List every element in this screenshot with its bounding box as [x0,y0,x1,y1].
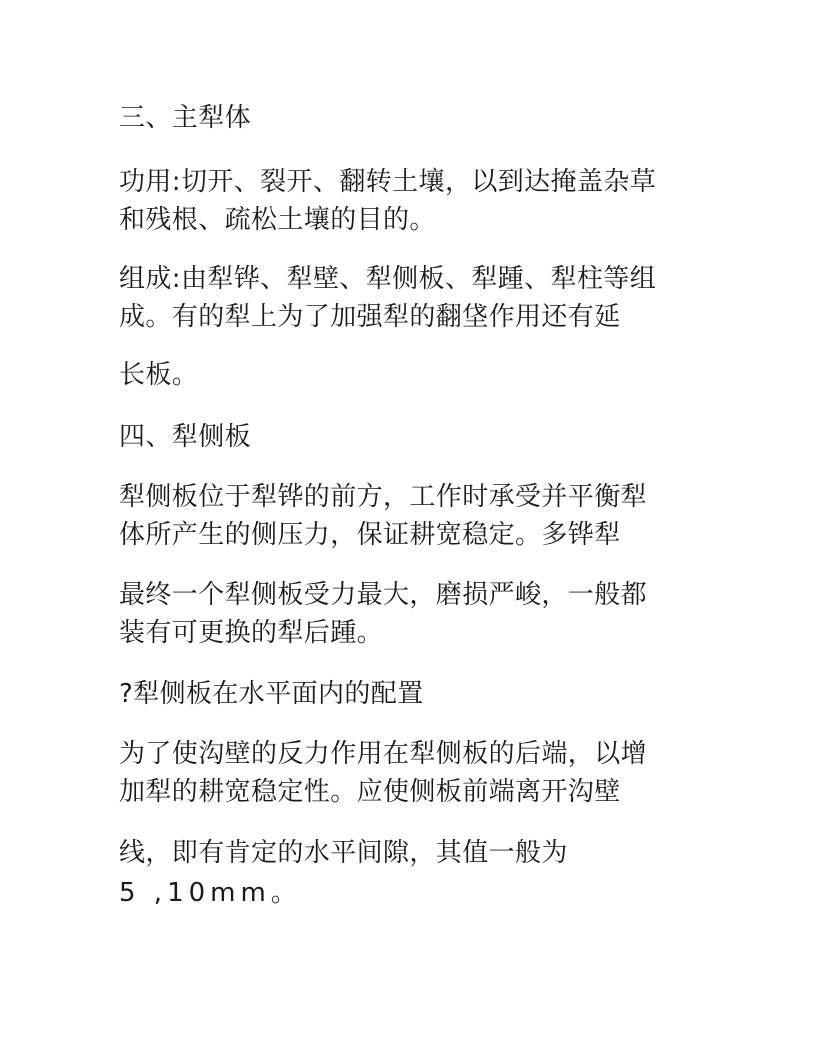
section-heading-main-plow-body: 三、主犁体 [119,103,252,133]
paragraph-composition-line-2: 成。有的犁上为了加强犁的翻垡作用还有延 [119,302,621,332]
paragraph-last-landside-line-1: 最终一个犁侧板受力最大，磨损严峻，一般都 [119,580,648,610]
paragraph-clearance-line-1: 线，即有肯定的水平间隙，其值一般为 [119,838,568,868]
section-heading-horizontal-configuration: ?犁侧板在水平面内的配置 [119,679,424,709]
paragraph-landside-line-1: 犁侧板位于犁铧的前方，工作时承受并平衡犁 [119,482,648,512]
paragraph-clearance-value: 5 ,10mm。 [119,878,302,908]
paragraph-configuration-line-2: 加犁的耕宽稳定性。应使侧板前端离开沟壁 [119,777,621,807]
paragraph-function-line-1: 功用:切开、裂开、翻转土壤，以到达掩盖杂草 [119,167,657,197]
paragraph-extension-board: 长板。 [119,360,199,390]
paragraph-last-landside-line-2: 装有可更换的犁后踵。 [119,618,384,648]
paragraph-configuration-line-1: 为了使沟壁的反力作用在犁侧板的后端，以增 [119,739,648,769]
paragraph-function-line-2: 和残根、疏松土壤的目的。 [119,205,436,235]
paragraph-composition-line-1: 组成:由犁铧、犁壁、犁侧板、犁踵、犁柱等组 [119,264,657,294]
section-heading-landside: 四、犁侧板 [119,422,252,452]
paragraph-landside-line-2: 体所产生的侧压力，保证耕宽稳定。多铧犁 [119,520,621,550]
